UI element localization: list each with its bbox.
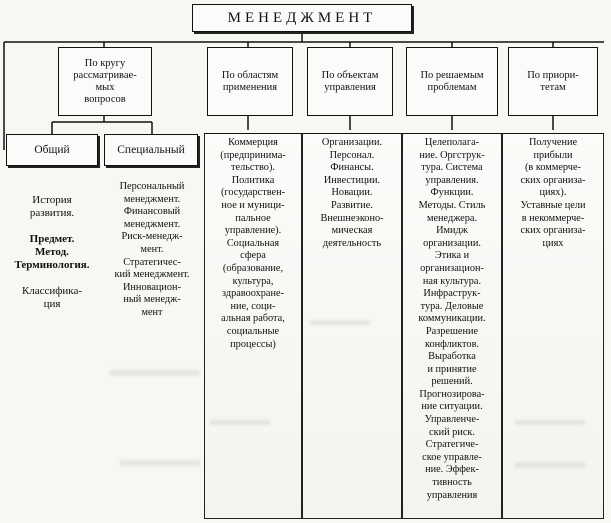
subtype-special: Специальный (104, 134, 198, 166)
category-areas: По областям применения (207, 47, 293, 116)
column-special: Персональный менеджмент. Финансовый менеджмент. Риск-менедж- мент. Стратегичес- кий менеджмент. Инновацион- ный менедж- мент (114, 181, 190, 318)
scan-noise (110, 370, 200, 376)
category-scope: По кругу рассматривае- мых вопросов (58, 47, 152, 116)
scan-noise (310, 320, 370, 325)
column-priorities: Получение прибыли (в коммерче- ских организа- циях). Уставные цели в некоммерче- ских организа- циях (502, 133, 604, 519)
column-problems: Целеполага- ние. Оргструк- тура. Система управления. Функции. Методы. Стиль менеджера. Имидж организации. Этика и организацион- ная культура. Инфраструк- тура. Деловые коммуникации. Разрешение конфликтов. Выработка и принятие решений. Прогнозирова- ние ситуации. Управленче- ский риск. Стратегиче- ское управле- ние. Эффек- тивность управления (402, 133, 502, 519)
general-classification-text: Классифика- ция (21, 285, 83, 310)
category-objects: По объектам управления (307, 47, 393, 116)
general-subject-text: Предмет. Метод. Терминология. (14, 233, 90, 271)
column-general (6, 178, 98, 310)
scan-noise (210, 420, 270, 425)
general-history-text: История развития. (29, 194, 75, 219)
scan-noise (515, 420, 585, 425)
scan-noise (120, 460, 200, 466)
column-objects: Организации. Персонал. Финансы. Инвестиции. Новации. Развитие. Внешнеэконо- мическая деятельность (302, 133, 402, 519)
category-priorities: По приори- тетам (508, 47, 598, 116)
diagram-title: МЕНЕДЖМЕНТ (192, 4, 412, 32)
column-areas: Коммерция (предпринима- тельство). Политика (государствен- ное и муници- пальное управление). Социальная сфера (образование, культура, здравоохране- ние, соци- альная работа, социальные процессы) (204, 133, 302, 519)
subtype-general: Общий (6, 134, 98, 166)
category-problems: По решаемым проблемам (406, 47, 498, 116)
scan-noise (515, 462, 585, 468)
